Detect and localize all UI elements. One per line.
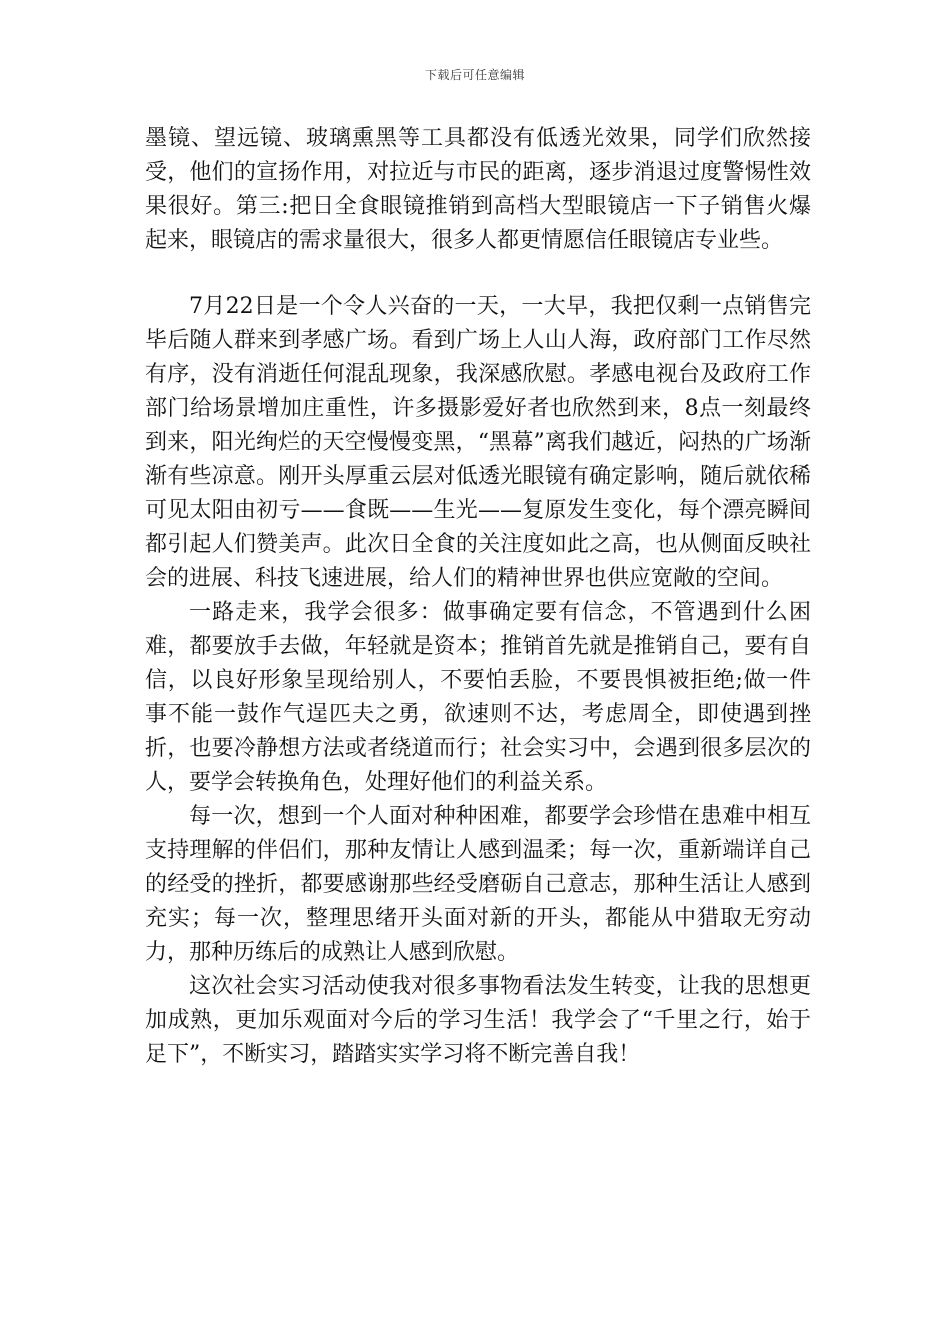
paragraph-continued: 墨镜、望远镜、玻璃熏黑等工具都没有低透光效果，同学们欣然接受，他们的宣扬作用，对拉近与市民的距离，逐步消退过度警惕性效果很好。第三:把日全食眼镜推销到高档大型眼镜店一下子销售火爆起来，眼镜店的需求量很大，很多人都更情愿信任眼镜店专业些。 [145,126,811,253]
paragraph-reflection: 每一次，想到一个人面对种种困难，都要学会珍惜在患难中相互支持理解的伴侣们，那种友情让人感到温柔；每一次，重新端详自己的经受的挫折，都要感谢那些经受磨砺自己意志，那种生活让人感到充实；每一次，整理思绪开头面对新的开头，都能从中猎取无穷动力，那种历练后的成熟让人感到欣慰。 [145,804,811,965]
header-note: 下载后可任意编辑 [424,68,525,82]
paragraph-conclusion: 这次社会实习活动使我对很多事物看法发生转变，让我的思想更加成熟，更加乐观面对今后的学习生活！我学会了“千里之行，始于足下”，不断实习，踏踏实实学习将不断完善自我！ [145,974,811,1067]
paragraph-lessons: 一路走来，我学会很多：做事确定要有信念，不管遇到什么困难，都要放手去做，年轻就是资本；推销首先就是推销自己，要有自信，以良好形象呈现给别人，不要怕丢脸，不要畏惧被拒绝;做一件事不能一鼓作气逞匹夫之勇，欲速则不达，考虑周全，即使遇到挫折，也要冷静想方法或者绕道而行；社会实习中，会遇到很多层次的人，要学会转换角色，处理好他们的利益关系。 [145,600,811,795]
paragraph-eclipse-day: 7月22日是一个令人兴奋的一天，一大早，我把仅剩一点销售完毕后随人群来到孝感广场。看到广场上人山人海，政府部门工作尽然有序，没有消逝任何混乱现象，我深感欣慰。孝感电视台及政府工作部门给场景增加庄重性，许多摄影爱好者也欣然到来，8点一刻最终到来，阳光绚烂的天空慢慢变黑，“黑幕”离我们越近，闷热的广场渐渐有些凉意。刚开头厚重云层对低透光眼镜有确定影响，随后就依稀可见太阳由初亏——食既——生光——复原发生变化，每个漂亮瞬间都引起人们赞美声。此次日全食的关注度如此之高，也从侧面反映社会的进展、科技飞速进展，给人们的精神世界也供应宽敞的空间。 [145,294,811,591]
document-body [145,122,811,1072]
